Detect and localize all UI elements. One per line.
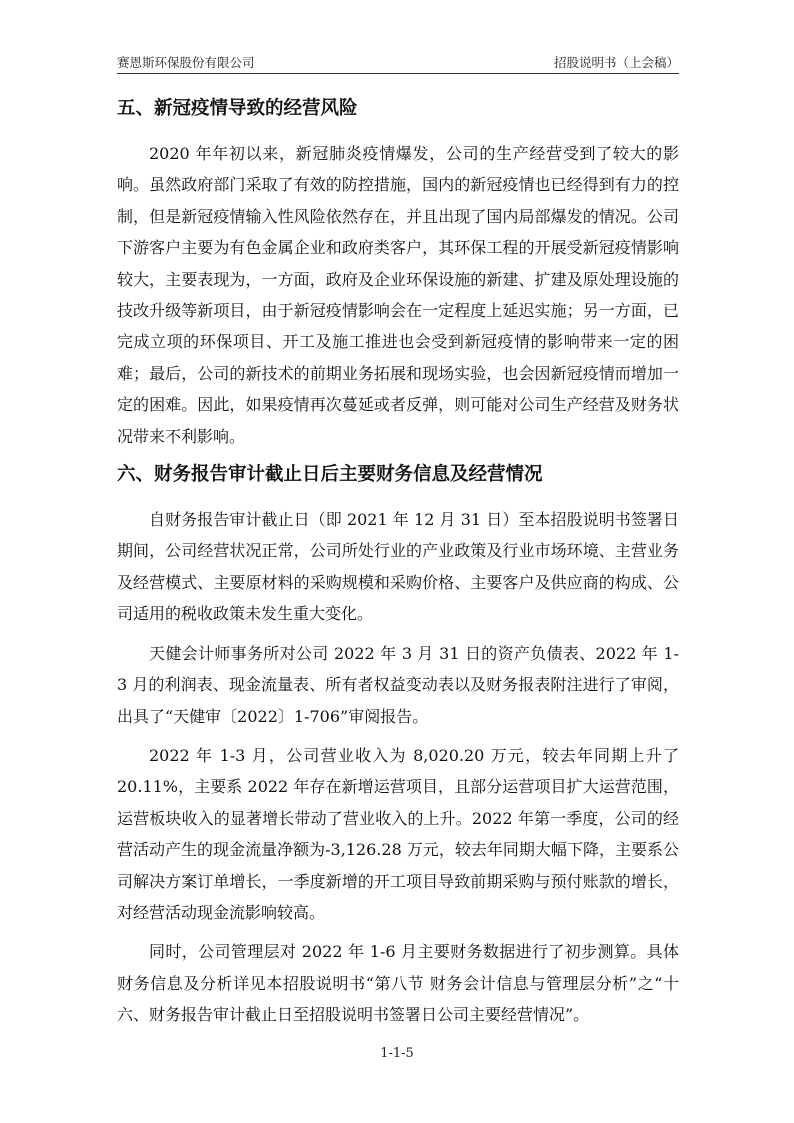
header-divider <box>117 73 679 74</box>
section-covid-risk <box>117 94 679 452</box>
section-post-audit-financials <box>117 460 679 1031</box>
document-body <box>117 92 679 1031</box>
header-company-name: 赛恩斯环保股份有限公司 <box>117 55 255 70</box>
section-heading: 五、新冠疫情导致的经营风险 <box>117 98 358 119</box>
paragraph: 天健会计师事务所对公司 2022 年 3 月 31 日的资产负债表、2022 年 1-3 月的利润表、现金流量表、所有者权益变动表以及财务报表附注进行了审阅，出具了“天健审〔2022〕1-706”审阅报告。 <box>117 643 679 726</box>
paragraph: 同时，公司管理层对 2022 年 1-6 月主要财务数据进行了初步测算。具体财务信息及分析详见本招股说明书“第八节 财务会计信息与管理层分析”之“十六、财务报告审计截止日至招股说明书签署日公司主要经营情况”。 <box>117 942 679 1025</box>
paragraph: 2022 年 1-3 月，公司营业收入为 8,020.20 万元，较去年同期上升了 20.11%，主要系 2022 年存在新增运营项目，且部分运营项目扩大运营范围，运营板块收入的显著增长带动了营业收入的上升。2022 年第一季度，公司的经营活动产生的现金流量净额为-3,126.28 万元，较去年同期大幅下降，主要系公司解决方案订单增长，一季度新增的开工项目导致前期采购与预付账款的增长，对经营活动现金流影响较高。 <box>117 745 679 922</box>
page-header <box>117 54 679 72</box>
section-heading: 六、财务报告审计截止日后主要财务信息及经营情况 <box>117 464 543 486</box>
page-number: 1-1-5 <box>380 1046 414 1061</box>
paragraph: 自财务报告审计截止日（即 2021 年 12 月 31 日）至本招股说明书签署日期间，公司经营状况正常，公司所处行业的产业政策及行业市场环境、主营业务及经营模式、主要原材料的采购规模和采购价格、主要客户及供应商的构成、公司适用的税收政策未发生重大变化。 <box>117 510 679 624</box>
header-document-title: 招股说明书（上会稿） <box>553 55 679 70</box>
paragraph: 2020 年年初以来，新冠肺炎疫情爆发，公司的生产经营受到了较大的影响。虽然政府部门采取了有效的防控措施，国内的新冠疫情也已经得到有力的控制，但是新冠疫情输入性风险依然存在，并且出现了国内局部爆发的情况。公司下游客户主要为有色金属企业和政府类客户，其环保工程的开展受新冠疫情影响较大，主要表现为，一方面，政府及企业环保设施的新建、扩建及原处理设施的技改升级等新项目，由于新冠疫情影响会在一定程度上延迟实施；另一方面，已完成立项的环保项目、开工及施工推进也会受到新冠疫情的影响带来一定的困难；最后，公司的新技术的前期业务拓展和现场实验，也会因新冠疫情而增加一定的困难。因此，如果疫情再次蔓延或者反弹，则可能对公司生产经营及财务状况带来不利影响。 <box>117 144 679 446</box>
